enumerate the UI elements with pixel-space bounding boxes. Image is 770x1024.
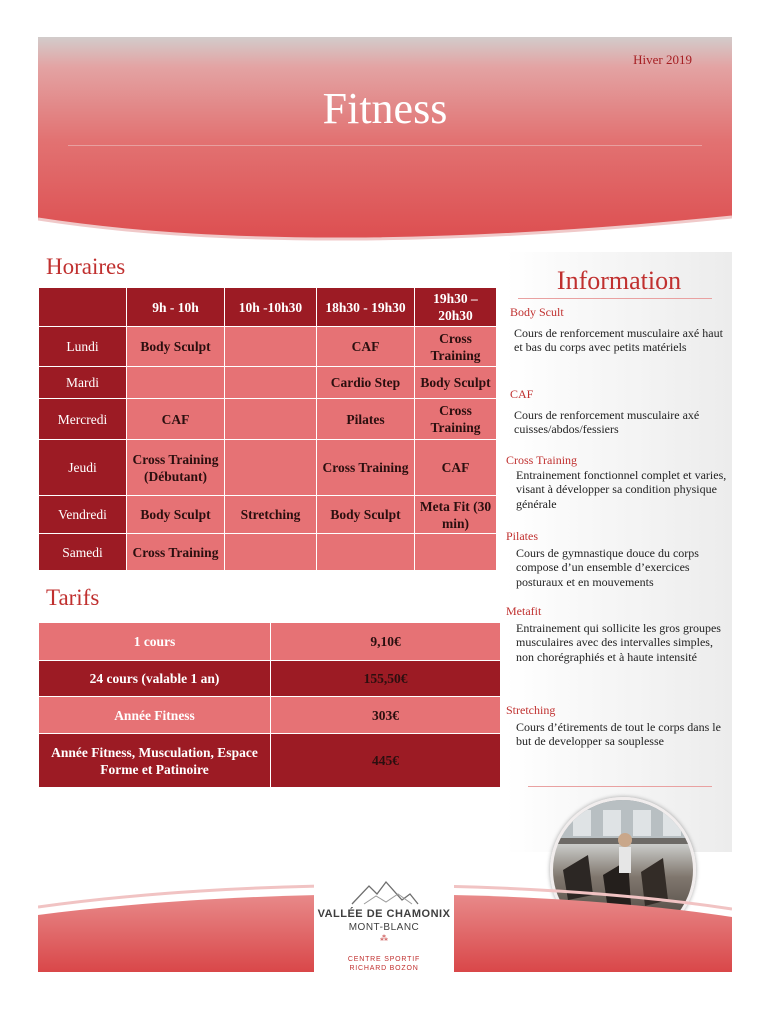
schedule-row bbox=[39, 496, 497, 534]
schedule-cell bbox=[225, 440, 317, 496]
schedule-cell bbox=[225, 534, 317, 571]
flyer-page bbox=[38, 37, 732, 972]
schedule-day: Lundi bbox=[39, 327, 127, 367]
schedule-cell bbox=[317, 534, 415, 571]
tarif-label: Année Fitness, Musculation, Espace Forme et Patinoire bbox=[39, 734, 271, 788]
schedule-cell: Cross Training bbox=[415, 327, 497, 367]
schedule-row bbox=[39, 327, 497, 367]
schedule-cell: Cross Training bbox=[317, 440, 415, 496]
schedule-row bbox=[39, 440, 497, 496]
season-label: Hiver 2019 bbox=[633, 52, 692, 67]
tarif-label: 1 cours bbox=[39, 623, 271, 661]
schedule-cell: Cross Training bbox=[415, 399, 497, 440]
info-item-body-sculpt bbox=[510, 305, 725, 355]
mountain-icon bbox=[314, 878, 454, 908]
info-item-name: Stretching bbox=[506, 703, 556, 717]
logo-line-2: MONT-BLANC bbox=[348, 922, 420, 933]
tarif-row bbox=[39, 734, 501, 788]
schedule-header-row bbox=[39, 288, 497, 327]
info-item-pilates bbox=[506, 529, 728, 589]
info-item-desc: Cours d’étirements de tout le corps dans le but de developper sa souplesse bbox=[516, 719, 721, 748]
schedule-cell bbox=[225, 367, 317, 399]
schedule-corner-cell bbox=[39, 288, 127, 327]
schedule-cell: Cardio Step bbox=[317, 367, 415, 399]
info-item-name: Cross Training bbox=[506, 453, 578, 467]
logo-line-3: CENTRE SPORTIF bbox=[347, 956, 421, 963]
info-item-desc: Cours de renforcement musculaire axé haut et bas du corps avec petits matériels bbox=[514, 325, 723, 354]
tarif-price: 155,50€ bbox=[271, 661, 501, 697]
info-item-metafit bbox=[506, 604, 728, 664]
information-heading: Information bbox=[556, 266, 682, 295]
tarif-label: Année Fitness bbox=[39, 697, 271, 734]
schedule-cell: CAF bbox=[127, 399, 225, 440]
tarif-row bbox=[39, 661, 501, 697]
tarifs-heading: Tarifs bbox=[46, 585, 100, 610]
schedule-cell: Cross Training bbox=[127, 534, 225, 571]
schedule-cell: Meta Fit (30 min) bbox=[415, 496, 497, 534]
schedule-cell: Body Sculpt bbox=[317, 496, 415, 534]
schedule-table bbox=[38, 287, 497, 571]
info-item-name: Metafit bbox=[506, 604, 542, 618]
tarif-price: 445€ bbox=[271, 734, 501, 788]
schedule-cell: Body Sculpt bbox=[415, 367, 497, 399]
schedule-column-header: 19h30 – 20h30 bbox=[415, 288, 497, 327]
schedule-cell: Pilates bbox=[317, 399, 415, 440]
tarif-price: 303€ bbox=[271, 697, 501, 734]
schedule-column-header: 9h - 10h bbox=[127, 288, 225, 327]
schedule-cell: Body Sculpt bbox=[127, 327, 225, 367]
schedule-cell: Stretching bbox=[225, 496, 317, 534]
schedule-column-header: 18h30 - 19h30 bbox=[317, 288, 415, 327]
info-item-desc: Cours de renforcement musculaire axé cuisses/abdos/fessiers bbox=[514, 407, 700, 436]
information-divider bbox=[518, 298, 712, 299]
schedule-cell: Cross Training (Débutant) bbox=[127, 440, 225, 496]
logo-line-1: VALLÉE DE CHAMONIX bbox=[317, 908, 451, 920]
info-item-desc: Cours de gymnastique douce du corps compose d’un ensemble d’exercices posturaux et en mouvements bbox=[516, 545, 699, 589]
schedule-cell bbox=[225, 399, 317, 440]
chamonix-logo bbox=[314, 878, 454, 972]
info-item-name: CAF bbox=[510, 387, 534, 401]
schedule-row bbox=[39, 367, 497, 399]
schedule-day: Mardi bbox=[39, 367, 127, 399]
schedule-day: Jeudi bbox=[39, 440, 127, 496]
tarif-row bbox=[39, 623, 501, 661]
schedule-column-header: 10h -10h30 bbox=[225, 288, 317, 327]
schedule-cell: CAF bbox=[415, 440, 497, 496]
info-item-desc: Entrainement qui sollicite les gros groupes musculaires avec des intervalles simples, non chorégraphiés et à haute intensité bbox=[516, 620, 721, 664]
info-item-stretching bbox=[506, 703, 728, 749]
schedule-day: Vendredi bbox=[39, 496, 127, 534]
schedule-row bbox=[39, 534, 497, 571]
logo-line-4: RICHARD BOZON bbox=[349, 965, 419, 972]
schedule-cell: Body Sculpt bbox=[127, 496, 225, 534]
schedule-cell bbox=[127, 367, 225, 399]
schedule-cell bbox=[225, 327, 317, 367]
information-bottom-divider bbox=[528, 786, 712, 787]
tarifs-table bbox=[38, 622, 501, 788]
info-item-caf bbox=[510, 387, 725, 437]
tarif-price: 9,10€ bbox=[271, 623, 501, 661]
info-item-cross-training bbox=[506, 453, 728, 511]
schedule-row bbox=[39, 399, 497, 440]
tarif-row bbox=[39, 697, 501, 734]
horaires-heading: Horaires bbox=[46, 254, 126, 279]
info-item-name: Pilates bbox=[506, 529, 538, 543]
title-divider bbox=[68, 145, 702, 146]
schedule-cell bbox=[415, 534, 497, 571]
tarif-label: 24 cours (valable 1 an) bbox=[39, 661, 271, 697]
info-item-desc: Entrainement fonctionnel complet et varies, visant à développer sa condition physique générale bbox=[516, 467, 727, 511]
info-item-name: Body Scult bbox=[510, 305, 564, 319]
schedule-day: Mercredi bbox=[39, 399, 127, 440]
page-title: Fitness bbox=[322, 84, 448, 133]
logo-mark-icon: ⁂ bbox=[380, 934, 388, 943]
schedule-cell: CAF bbox=[317, 327, 415, 367]
schedule-day: Samedi bbox=[39, 534, 127, 571]
